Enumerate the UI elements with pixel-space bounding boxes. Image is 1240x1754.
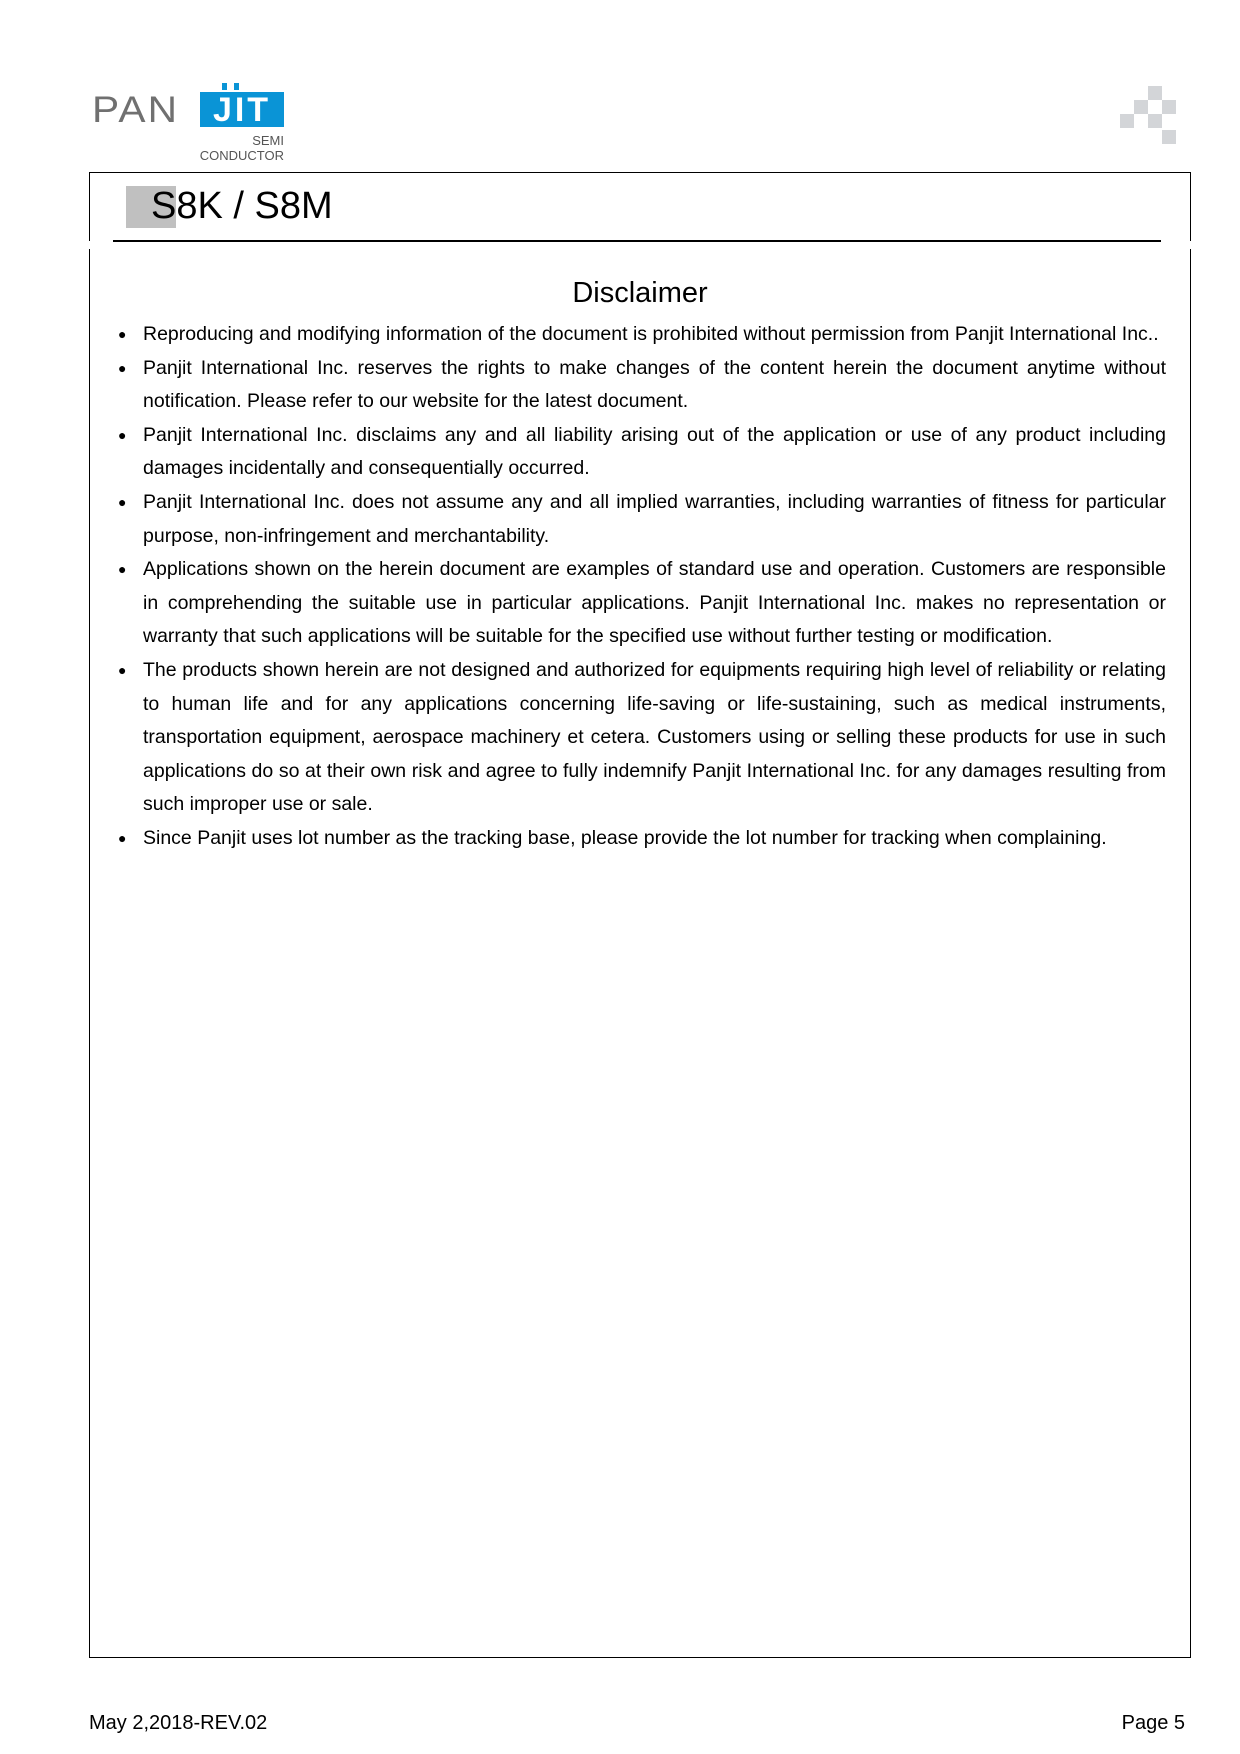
list-item: ● Panjit International Inc. does not assume any and all implied warranties, including warranties of fitness for particular purpose, non-infringement and merchantability. — [118, 486, 1166, 553]
logo-sub-semi: SEMI — [252, 133, 284, 148]
footer-page: Page 5 — [1121, 1712, 1185, 1734]
page-title: S8K / S8M — [151, 185, 333, 227]
logo-text-jit: JIT — [200, 92, 284, 127]
list-item: ● The products shown herein are not designed and authorized for equipments requiring high level of reliability or relating to human life and for any applications concerning life-saving or life-sustaining, such as medical instruments, transportation equipment, aerospace machinery et cetera. Customers using or selling these products for use in such applications do so at their own risk and agree to fully indemnify Panjit International Inc. for any damages resulting from such improper use or sale. — [118, 654, 1166, 822]
disclaimer-list — [118, 318, 1166, 856]
list-item: ● Applications shown on the herein document are examples of standard use and operation. Customers are responsible in comprehending the suitable use in particular applications. Panjit International Inc. makes no representation or warranty that such applications will be suitable for the specified use without further testing or modification. — [118, 553, 1166, 654]
title-rule — [113, 240, 1161, 242]
checker-decoration-icon — [1120, 86, 1176, 144]
list-item: ● Since Panjit uses lot number as the tracking base, please provide the lot number for tracking when complaining. — [118, 822, 1166, 856]
section-title: Disclaimer — [572, 277, 708, 309]
footer-date: May 2,2018-REV.02 — [89, 1712, 268, 1734]
list-item: ● Panjit International Inc. disclaims any and all liability arising out of the application or use of any product including damages incidentally and consequentially occurred. — [118, 419, 1166, 486]
logo-dots — [222, 83, 246, 91]
list-item: ● Panjit International Inc. reserves the rights to make changes of the content herein the document anytime without notification. Please refer to our website for the latest document. — [118, 352, 1166, 419]
frame-gap — [86, 241, 1194, 249]
logo-text-pan: PAN — [92, 89, 180, 130]
list-item: ● Reproducing and modifying information of the document is prohibited without permission from Panjit International Inc.. — [118, 318, 1166, 352]
logo-sub-conductor: CONDUCTOR — [199, 148, 284, 163]
